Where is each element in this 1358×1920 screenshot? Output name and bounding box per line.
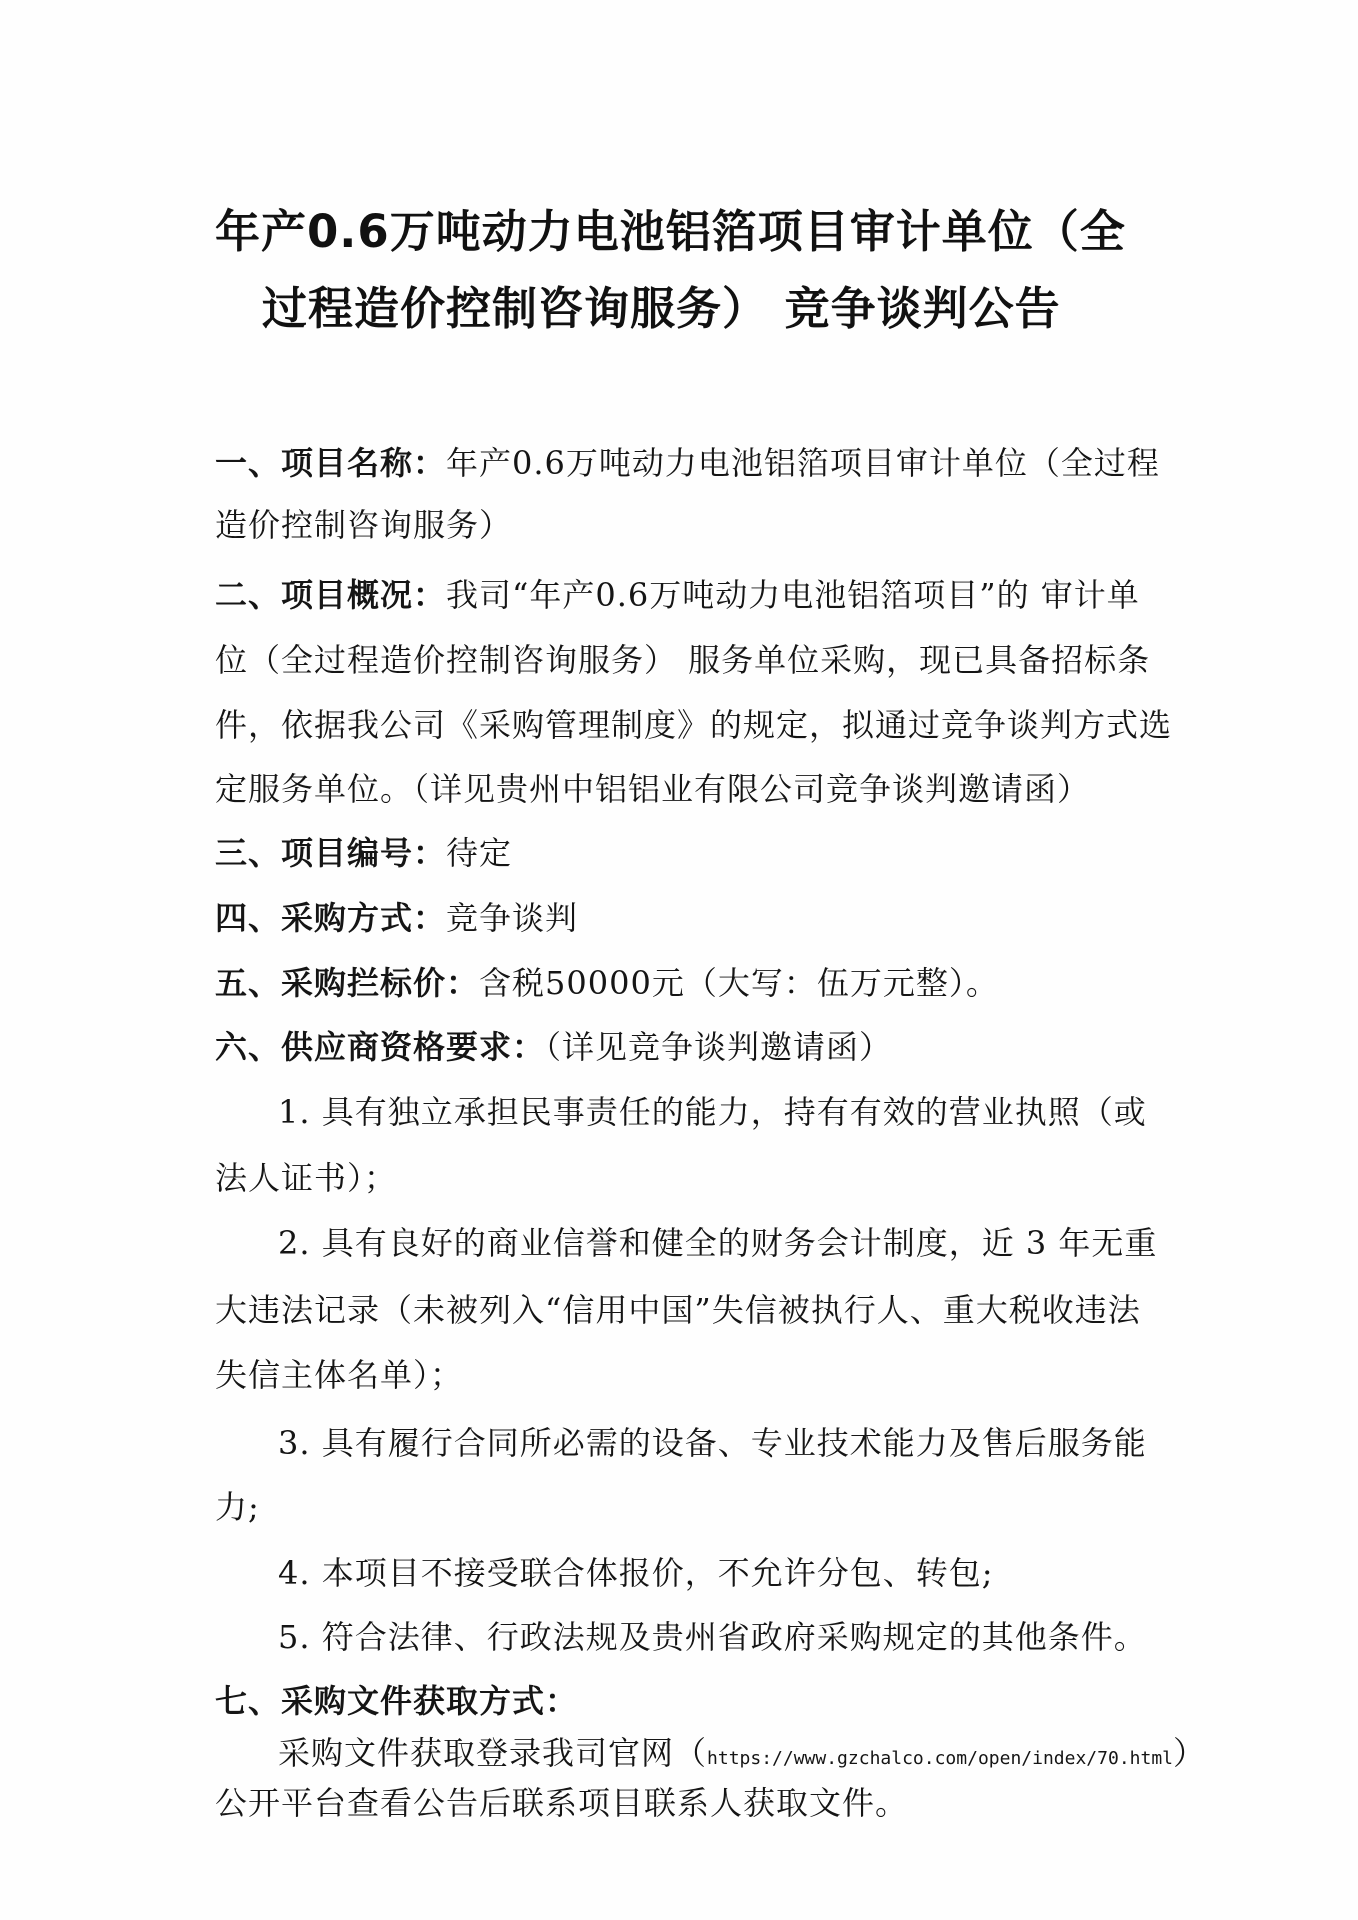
section-heading: 五、采购拦标价：: [215, 964, 480, 1002]
section-text: 含税50000元（大写：伍万元整）。: [479, 964, 999, 1002]
section-text-continued: 位（全过程造价控制咨询服务） 服务单位采购，现已具备招标条: [215, 641, 1151, 679]
section-heading: 一、项目名称：: [215, 444, 447, 482]
section-project-name: [215, 438, 1160, 484]
section-text-continued: 造价控制咨询服务）: [215, 506, 513, 544]
section-supplier-requirements: [215, 1022, 892, 1068]
section-heading: 三、项目编号：: [215, 834, 447, 872]
section-ceiling-price: [215, 958, 999, 1004]
official-website-url: https://www.gzchalco.com/open/index/70.html: [707, 1748, 1174, 1769]
requirement-2: 2. 具有良好的商业信誉和健全的财务会计制度，近 3 年无重: [278, 1224, 1158, 1262]
acquisition-text-continued: 公开平台查看公告后联系项目联系人获取文件。: [215, 1784, 909, 1822]
section-project-overview: [215, 570, 1140, 616]
section-text: 待定: [446, 834, 513, 872]
acquisition-text: [278, 1728, 1206, 1774]
section-text: （详见竞争谈判邀请函）: [545, 1028, 893, 1066]
requirement-3: 3. 具有履行合同所必需的设备、专业技术能力及售后服务能: [278, 1424, 1147, 1462]
section-text-continued: 定服务单位。（详见贵州中铝铝业有限公司竞争谈判邀请函）: [215, 770, 1091, 808]
section-heading: 七、采购文件获取方式：: [215, 1682, 579, 1720]
section-heading: 二、项目概况：: [215, 576, 447, 614]
requirement-2-continued: 失信主体名单）；: [215, 1356, 464, 1394]
requirement-1-continued: 法人证书）；: [215, 1159, 398, 1197]
section-procurement-method: [215, 893, 578, 939]
section-document-acquisition: [215, 1676, 578, 1722]
acquisition-text-end: ）: [1173, 1734, 1207, 1772]
requirement-1: 1. 具有独立承担民事责任的能力，持有有效的营业执照（或: [278, 1093, 1147, 1131]
requirement-5: 5. 符合法律、行政法规及贵州省政府采购规定的其他条件。: [278, 1618, 1147, 1656]
section-heading: 六、供应商资格要求：: [215, 1028, 546, 1066]
announcement-title-line-2: 过程造价控制咨询服务） 竞争谈判公告: [262, 282, 1061, 335]
section-text: 竞争谈判: [446, 899, 579, 937]
requirement-4: 4. 本项目不接受联合体报价，不允许分包、转包;: [278, 1554, 994, 1592]
acquisition-text-start: 采购文件获取登录我司官网（: [278, 1734, 708, 1772]
section-project-number: [215, 828, 512, 874]
requirement-2-continued: 大违法记录（未被列入“信用中国”失信被执行人、重大税收违法: [215, 1291, 1141, 1329]
section-heading: 四、采购方式：: [215, 899, 447, 937]
section-text: 年产0.6万吨动力电池铝箔项目审计单位（全过程: [446, 444, 1160, 482]
requirement-3-continued: 力;: [215, 1488, 260, 1526]
announcement-title-line-1: 年产0.6万吨动力电池铝箔项目审计单位（全: [215, 205, 1126, 258]
section-text-continued: 件，依据我公司《采购管理制度》的规定，拟通过竞争谈判方式选: [215, 706, 1173, 744]
section-text: 我司“年产0.6万吨动力电池铝箔项目”的 审计单: [446, 576, 1140, 614]
